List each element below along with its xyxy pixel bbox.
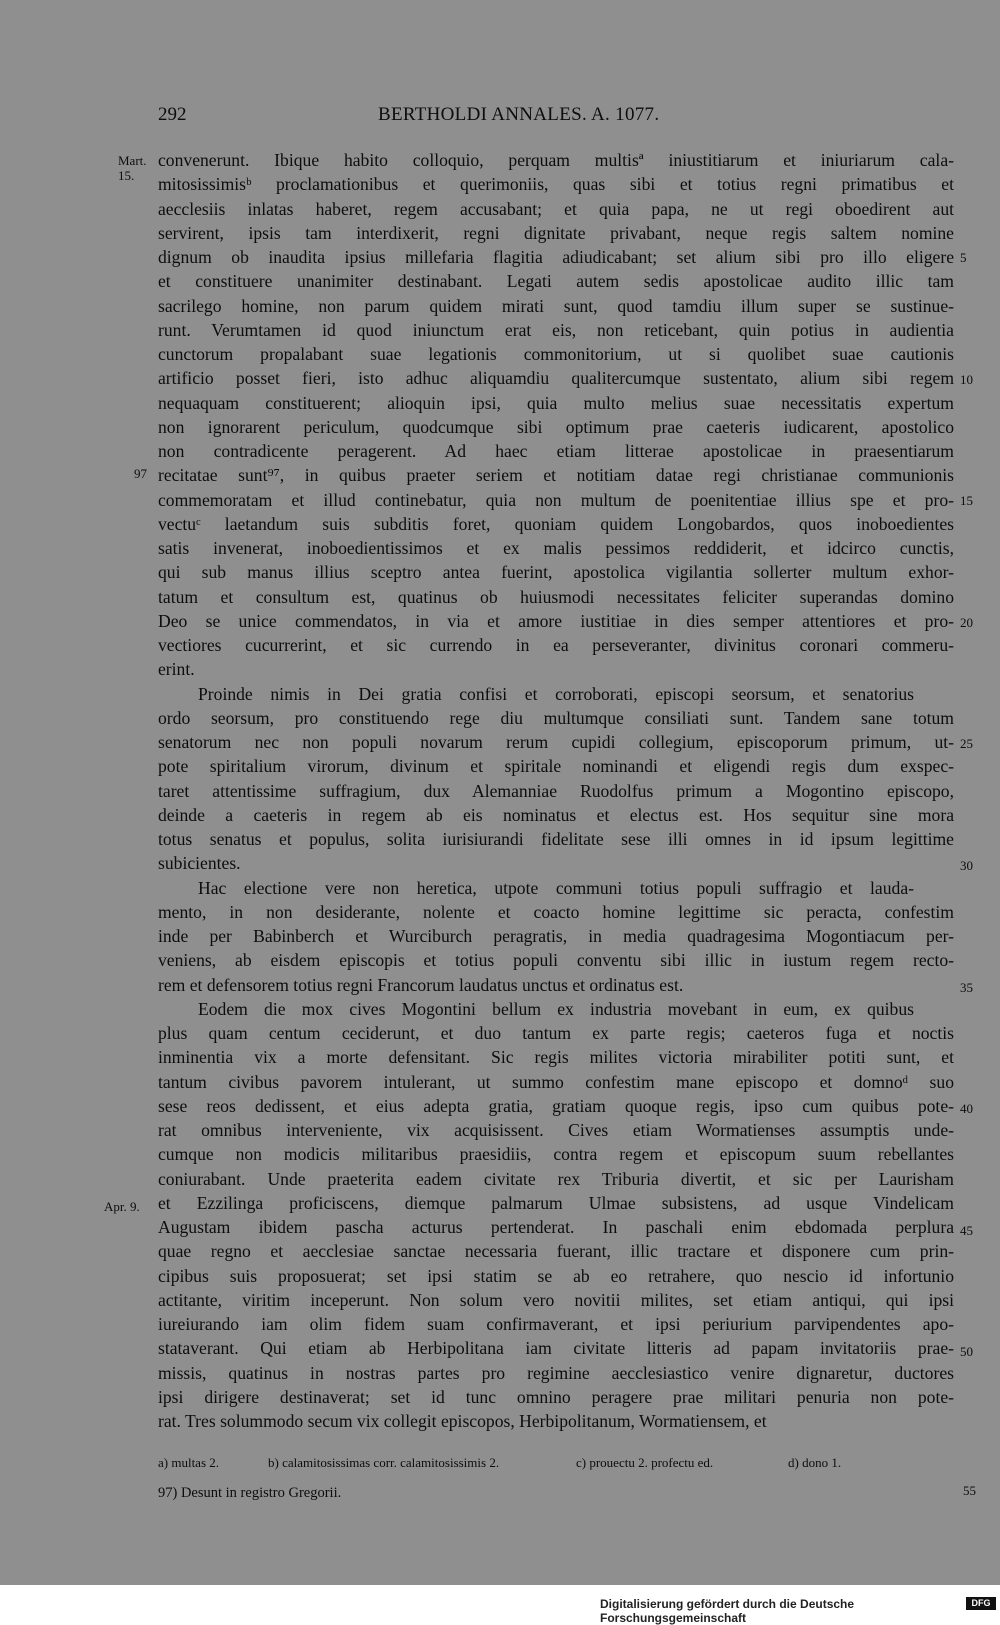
paragraph [158,682,956,876]
apparatus-note: a) multas 2. [158,1455,220,1470]
text-line: Deo se unice commendatos, in via et amore iustitiae in dies semper attentiores et pro- [158,610,954,631]
dfg-logo: DFG [966,1597,996,1610]
footnote: 97) Desunt in registro Gregorii. [158,1485,342,1501]
text-line: non ignorarent periculum, quodcumque sibi optimum prae caeteris iudicarent, apostolico [158,416,954,437]
text-line: actitante, viritim inceperunt. Non solum vero novitii milites, set etiam antiqui, qui ipsi [158,1289,954,1310]
text-line: plus quam centum ceciderunt, et duo tantum ex parte regis; caeteros fuga et noctis [158,1023,954,1043]
page-number: 292 [158,104,187,125]
text-line: senatorum nec non populi novarum rerum cupidi collegium, episcoporum primum, ut- [158,732,954,752]
text-line: Hac electione vere non heretica, utpote communi totius populi suffragio et lauda- [198,877,914,898]
text-line: Proinde nimis in Dei gratia confisi et corroborati, episcopi seorsum, et senatorius [198,683,914,704]
text-line: sese reos dedissent, et eius adepta gratia, gratiam quoque regis, ipso cum quibus pote- [158,1095,954,1116]
text-line: veniens, ab eisdem episcopis et totius populi conventu sibi illic in iustum regem recto- [158,950,954,971]
paragraph [158,148,956,682]
text-line: cumque non modicis militaribus praesidiis, contra regem et episcopum suum rebellantes [158,1144,954,1165]
margin-note-footnote-ref: 97 [134,466,147,481]
text-line: sacrilego homine, non parum quidem mirati sunt, quod tamdiu illum super se sustinue- [158,295,954,316]
text-line: rat omnibus interveniente, vix acquisissent. Cives etiam Wormatienses assumptis unde- [158,1120,954,1140]
text-line: tatum et consultum est, quatinus ob huiusmodi necessitates feliciter superandas domino [158,586,954,607]
text-line: commemoratam et illud continebatur, quia non multum de poenitentiae illius spe et pro- [158,489,954,510]
margin-note-date: Mart. 15. [118,153,147,183]
apparatus-note: d) dono 1. [788,1455,842,1470]
text-line: dignum ob inaudita ipsius millefaria flagitia adiudicabant; set alium sibi pro illo eligere [158,247,954,267]
line-number: 20 [960,615,973,630]
text-line: artificio posset fieri, isto adhuc aliquamdiu qualitercumque sustentato, alium sibi regem [158,368,954,389]
line-number: 50 [960,1344,973,1359]
running-title: BERTHOLDI ANNALES. A. 1077. [378,104,660,125]
text-line: servirent, ipsis tam interdixerit, regni dignitate privabant, neque regis saltem nomine [158,222,954,243]
apparatus-note: b) calamitosissimas corr. calamitosissimis 2. [268,1455,500,1470]
paragraph [158,876,956,997]
line-number: 10 [960,372,973,387]
text-line: non contradicente peragerent. Ad haec etiam litterae apostolicae in praesentiarum [158,441,954,461]
line-number: 25 [960,736,973,751]
text-line: Eodem die mox cives Mogontini bellum ex industria movebant in eum, ex quibus [198,998,914,1019]
text-line: convenerunt. Ibique habito colloquio, perquam multisª iniustitiarum et iniuriarum cala- [158,150,954,170]
text-line: runt. Verumtamen id quod iniunctum erat eis, non reticebant, quin potius in audientia [158,319,954,340]
line-number: 45 [960,1223,973,1238]
text-line: mitosissimisᵇ proclamationibus et querimoniis, quas sibi et totius regni primatibus et [158,174,954,195]
text-line: mento, in non desiderante, nolente et coacto homine legittime sic peracta, confestim [158,901,954,922]
text-line: recitatae sunt⁹⁷, in quibus praeter seriem et notitiam datae regi christianae communionis [158,465,954,486]
text-line: cipibus suis proposuerat; set ipsi statim se ab eo retrahere, quo nescio id infortunio [158,1265,954,1286]
text-line: Augustam ibidem pascha acturus pertenderat. In paschali enim ebdomada perplura [158,1217,954,1237]
margin-note-date: Apr. 9. [104,1199,140,1214]
text-line: taret attentissime suffragium, dux Alemanniae Ruodolfus primum a Mogontino episcopo, [158,780,954,801]
text-line: missis, quatinus in nostras partes pro regimine aecclesiastico venire dignaretur, ductores [158,1362,954,1383]
text-line: rat. Tres solummodo secum vix collegit episcopos, Herbipolitanum, Wormatiensem, et [158,1411,767,1431]
text-line: deinde a caeteris in regem ab eis nominatus et electus est. Hos sequitur sine mora [158,804,954,825]
text-line: ordo seorsum, pro constituendo rege diu multumque consiliati sunt. Tandem sane totum [158,707,954,728]
text-line: et Ezzilinga proficiscens, diemque palmarum Ulmae subsistens, ad usque Vindelicam [158,1192,954,1213]
line-number: 5 [960,250,967,265]
text-line: cunctorum propalabant suae legationis commonitorium, ut si quolibet suae cautionis [158,344,954,364]
text-line: nequaquam constituerent; alioquin ipsi, quia multo melius suae necessitatis expertum [158,392,954,413]
dfg-credit: Digitalisierung gefördert durch die Deutsche Forschungsgemeinschaft [600,1597,855,1625]
line-number: 40 [960,1101,973,1116]
running-header [158,104,1000,134]
apparatus-note: c) prouectu 2. profectu ed. [576,1455,714,1470]
line-number: 35 [960,980,973,995]
text-line: et constituere unanimiter destinabant. Legati autem sedis apostolicae audito illic tam [158,271,954,292]
text-line: pote spiritalium virorum, divinum et spiritale nominandi et eligendi regis dum exspec- [158,756,954,777]
text-line: rem et defensorem totius regni Francorum laudatus unctus et ordinatus est. [158,974,684,995]
text-line: tantum civibus pavorem intulerant, ut summo confestim mane episcopo et domnoᵈ suo [158,1071,954,1092]
text-line: qui sub manus illius sceptro antea fuerint, apostolica vigilantia sollerter multum exhor- [158,562,954,583]
text-line: erint. [158,659,195,680]
text-line: subicientes. [158,853,241,874]
text-line: satis invenerat, inoboedientissimos et ex malis pessimos reddiderit, et idcirco cunctis, [158,538,954,558]
text-line: totus senatus et populus, solita iurisiurandi fidelitate sese illi omnes in id ipsum legittime [158,829,954,849]
line-number: 55 [963,1483,976,1498]
line-number: 15 [960,493,973,508]
paragraph [158,997,956,1434]
main-text [158,148,956,1433]
text-line: inde per Babinberch et Wurciburch peragratis, in media quadragesima Mogontiacum per- [158,926,954,946]
text-line: iureiurando iam olim fidem suam confirmaverant, et ipsi periurium parvipendentes apo- [158,1314,954,1334]
text-line: aecclesiis inlatas haberet, regem accusabant; et quia papa, ne ut regi oboedirent aut [158,198,954,219]
line-number: 30 [960,858,973,873]
text-line: vectiores cucurrerint, et sic currendo in ea perseveranter, divinitus coronari commeru- [158,635,954,655]
text-line: inminentia vix a morte defensitant. Sic regis milites victoria mirabiliter potiti sunt, et [158,1047,954,1068]
text-line: stataverant. Qui etiam ab Herbipolitana iam civitate litteris ad papam invitatoriis prae- [158,1338,954,1359]
text-line: vectuᶜ laetandum suis subditis foret, quoniam quidem Longobardos, quos inoboedientes [158,513,954,534]
text-line: coniurabant. Unde praeterita eadem civitate rex Triburia divertit, et sic per Laurisham [158,1168,954,1189]
text-line: quae regno et aecclesiae sanctae necessaria fuerant, illic tractare et disponere cum prin- [158,1241,954,1262]
text-line: ipsi dirigere destinaverat; set id tunc omnino peragere prae militari penuria non pote- [158,1386,954,1407]
